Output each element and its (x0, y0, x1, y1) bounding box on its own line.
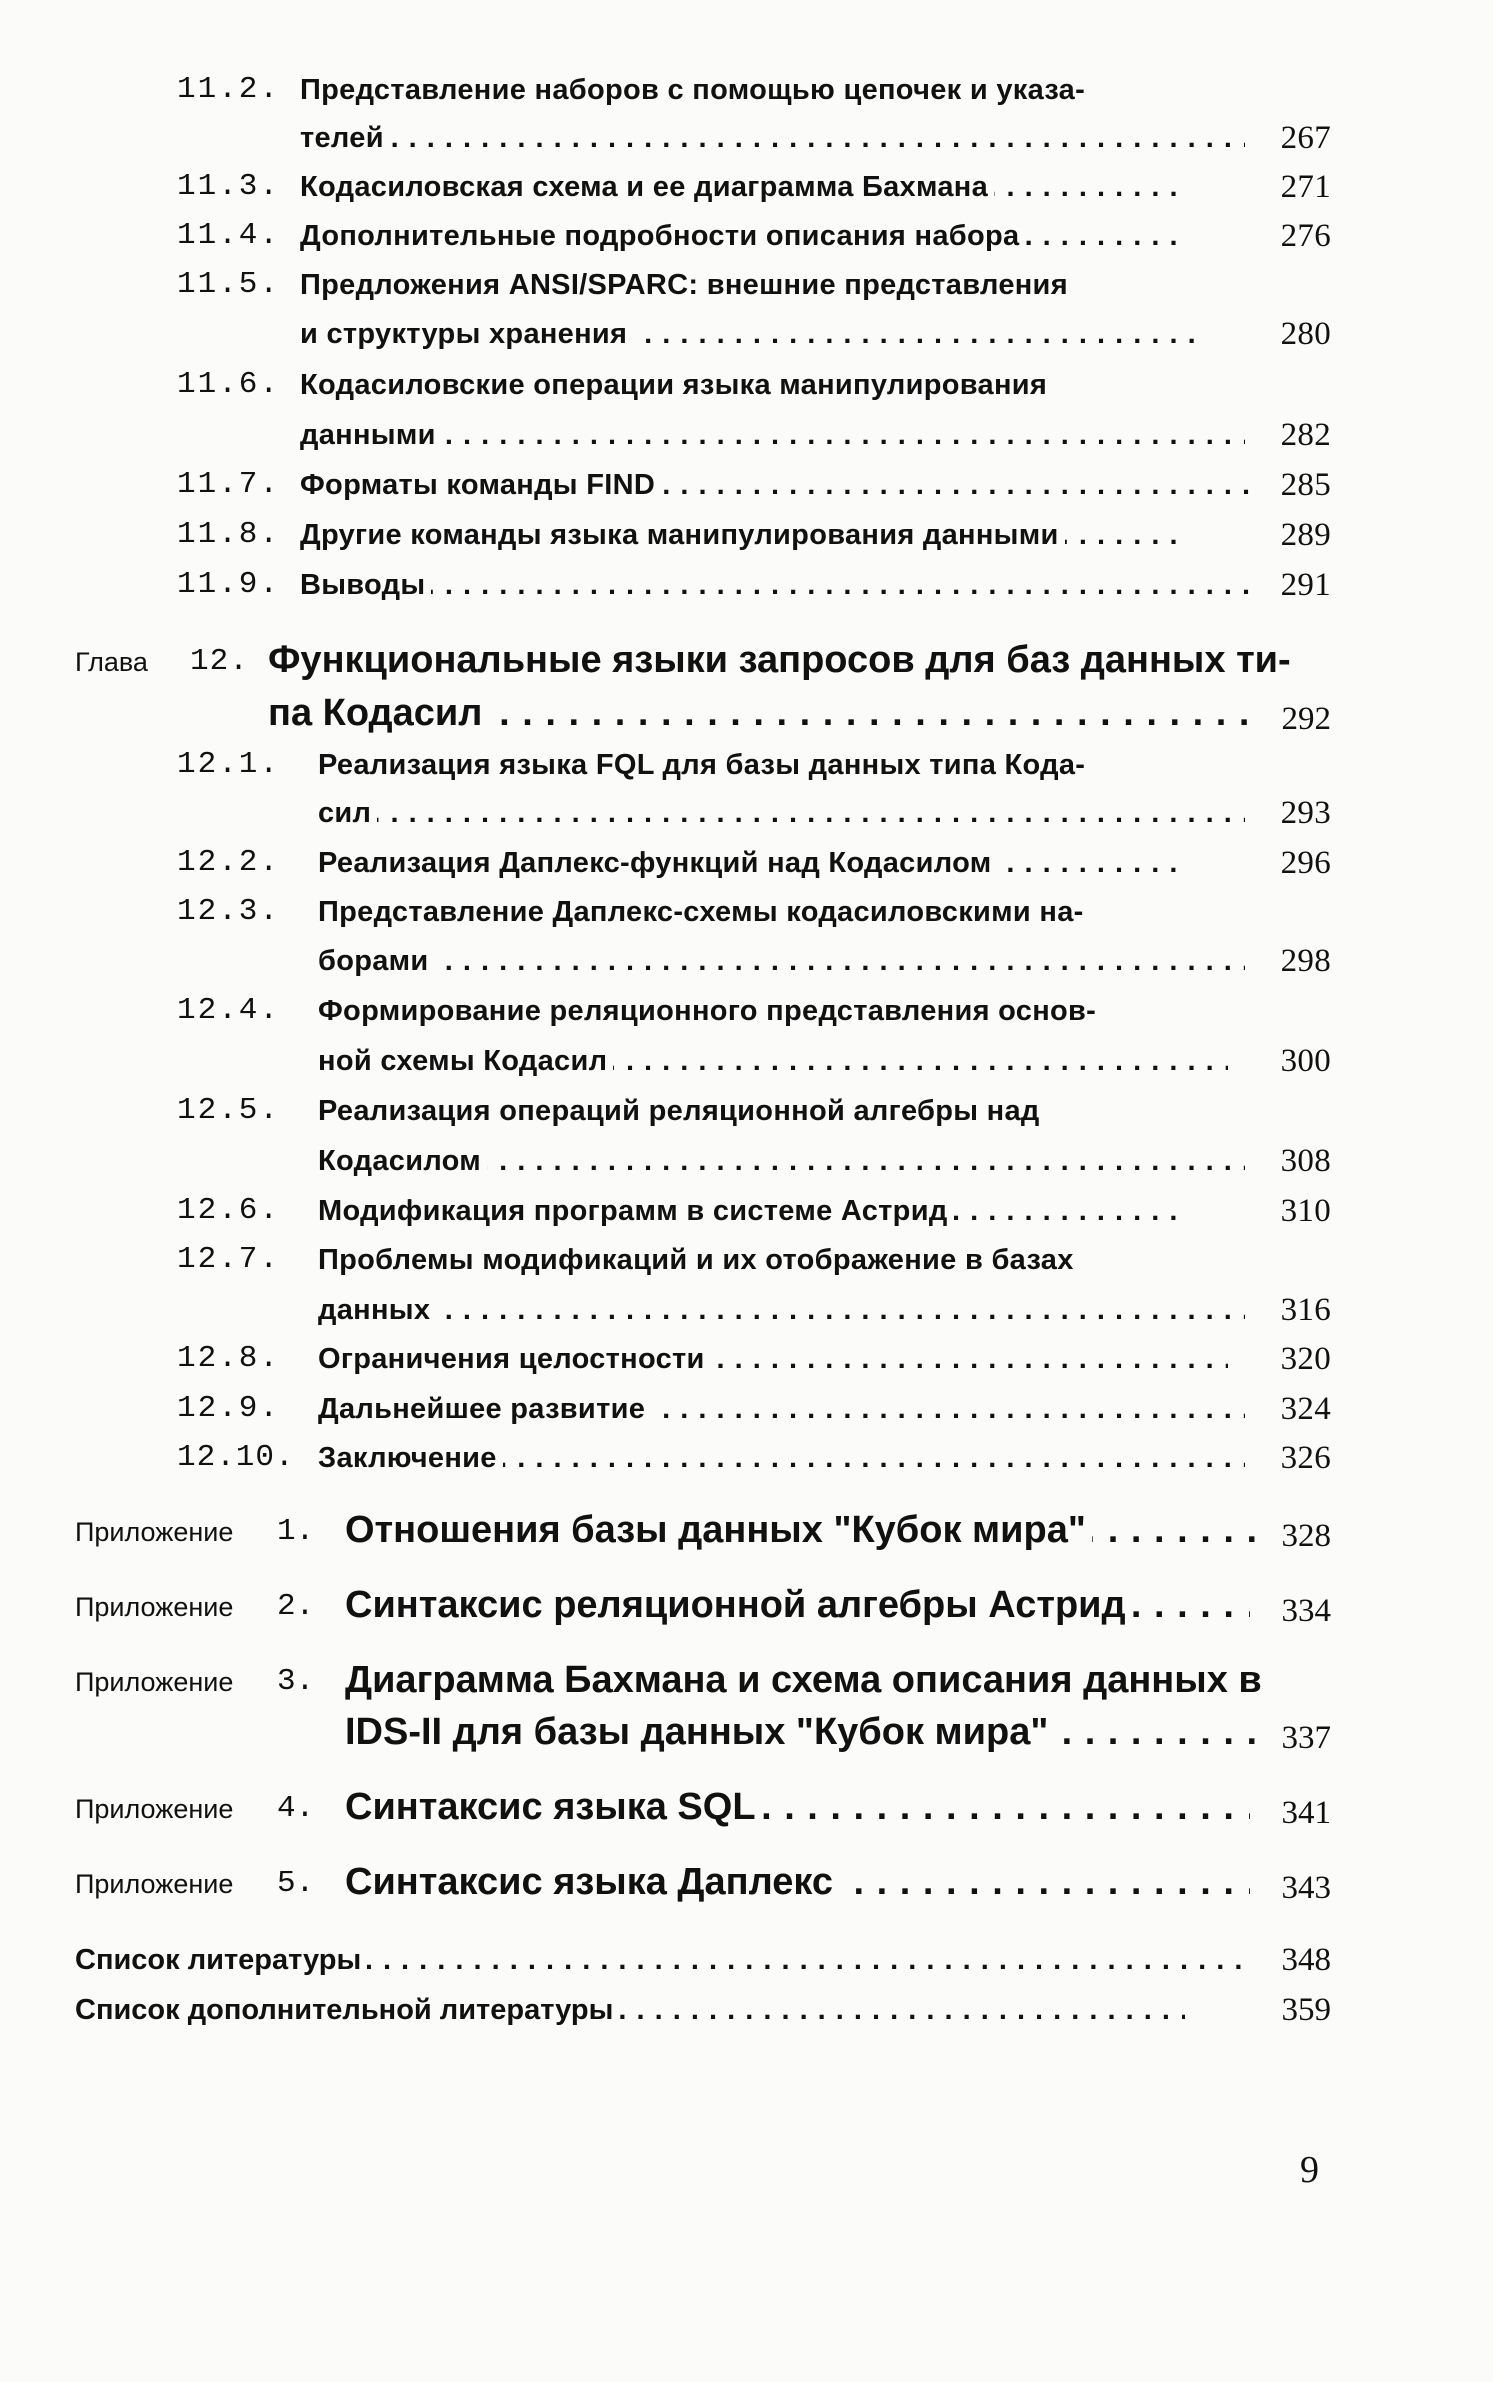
appendix-number: 5. (277, 1866, 315, 1901)
page-ref: 271 (1280, 169, 1331, 205)
page-ref: 343 (1281, 1870, 1331, 1906)
page-ref: 341 (1281, 1795, 1331, 1831)
section-title: Дополнительные подробности описания набора . . . (300, 211, 1180, 261)
page-ref: 359 (1281, 1992, 1331, 2028)
section-number: 11.5. (177, 267, 281, 302)
section-title: Другие команды языка манипулирования данными . . . (300, 510, 1180, 560)
section-number: 11.4. (177, 218, 281, 253)
section-number: 12.7. (177, 1242, 281, 1277)
page-ref: 328 (1281, 1518, 1331, 1554)
section-title-line-1: Реализация языка FQL для базы данных типа Кода- (318, 740, 1318, 790)
page-ref: 285 (1280, 467, 1331, 503)
section-title-line-1: Проблемы модификаций и их отображение в базах (318, 1235, 1318, 1285)
section-title-line-2: телей . . . (300, 113, 1245, 163)
section-title: Дальнейшее развитие . . . (318, 1384, 1245, 1434)
appendix-label: Приложение (75, 1667, 234, 1697)
appendix-title-line-1: Диаграмма Бахмана и схема описания данных в (345, 1659, 1262, 1701)
section-title-line-1: Формирование реляционного представления основ- (318, 986, 1318, 1036)
appendix-number: 2. (277, 1589, 315, 1624)
page-ref: 348 (1281, 1942, 1331, 1978)
section-title: Форматы команды FIND . . . (300, 460, 1250, 510)
section-number: 12.3. (177, 894, 281, 929)
page-ref: 296 (1280, 845, 1331, 881)
section-title-line-1: Представление Даплекс-схемы кодасиловскими на- (318, 887, 1318, 937)
chapter-label: Глава (75, 647, 148, 677)
page-ref: 334 (1281, 1593, 1331, 1629)
chapter-title-line-2: па Кодасил . . . (268, 683, 1248, 743)
section-number: 12.9. (177, 1391, 281, 1426)
section-title: Модификация программ в системе Астрид . . . (318, 1186, 1188, 1236)
appendix-title: Синтаксис реляционной алгебры Астрид . . . (345, 1575, 1250, 1635)
section-title-line-2: и структуры хранения . . . (300, 309, 1200, 359)
appendix-number: 4. (277, 1791, 315, 1826)
page-ref: 320 (1280, 1341, 1331, 1377)
page-number: 9 (1300, 2149, 1319, 2191)
section-number: 12.8. (177, 1341, 281, 1376)
page-ref: 293 (1280, 795, 1331, 831)
section-title-line-1: Предложения ANSI/SPARC: внешние представления (300, 260, 1300, 310)
page-ref: 316 (1280, 1292, 1331, 1328)
section-title: Кодасиловская схема и ее диаграмма Бахмана . . . (300, 162, 1180, 212)
page-ref: 308 (1280, 1143, 1331, 1179)
section-number: 11.9. (177, 567, 281, 602)
page-ref: 267 (1280, 120, 1331, 156)
page-ref: 326 (1280, 1440, 1331, 1476)
section-title-line-2: Кодасилом . . . (318, 1136, 1245, 1186)
appendix-title: Синтаксис языка Даплекс . . . (345, 1852, 1250, 1912)
section-number: 12.2. (177, 845, 281, 880)
page-ref: 298 (1280, 943, 1331, 979)
section-title-line-2: борами . . . (318, 936, 1245, 986)
page-ref: 324 (1280, 1391, 1331, 1427)
literature-title: Список литературы . . . (75, 1935, 1245, 1985)
section-number: 12.5. (177, 1093, 281, 1128)
section-number: 12.10. (177, 1440, 295, 1475)
page-ref: 282 (1280, 417, 1331, 453)
appendix-title: Синтаксис языка SQL . . . (345, 1777, 1250, 1837)
section-title-line-2: данных . . . (318, 1285, 1245, 1335)
section-number: 11.6. (177, 367, 281, 402)
section-title-line-2: сил . . . (318, 788, 1245, 838)
section-title: Выводы . . . (300, 560, 1250, 610)
section-number: 11.8. (177, 517, 281, 552)
chapter-title-line-1: Функциональные языки запросов для баз данных ти- (268, 639, 1291, 681)
section-number: 12.1. (177, 747, 281, 782)
appendix-title: Отношения базы данных "Кубок мира" . . . (345, 1500, 1270, 1560)
appendix-label: Приложение (75, 1517, 234, 1547)
appendix-number: 3. (277, 1664, 315, 1699)
appendix-label: Приложение (75, 1592, 234, 1622)
page-ref: 276 (1280, 218, 1331, 254)
section-number: 11.2. (177, 72, 281, 107)
appendix-number: 1. (277, 1514, 315, 1549)
appendix-title-line-2: IDS-II для базы данных "Кубок мира" . . . (345, 1702, 1270, 1762)
page-ref: 280 (1280, 316, 1331, 352)
page-ref: 310 (1280, 1193, 1331, 1229)
section-title: Ограничения целостности . . . (318, 1334, 1228, 1384)
section-title: Реализация Даплекс-функций над Кодасилом . . . (318, 838, 1188, 888)
page-ref: 291 (1280, 567, 1331, 603)
section-number: 11.3. (177, 169, 281, 204)
section-title: Заключение . . . (318, 1433, 1245, 1483)
section-title-line-1: Реализация операций реляционной алгебры над (318, 1086, 1318, 1136)
page-ref: 300 (1280, 1043, 1331, 1079)
section-title-line-1: Представление наборов с помощью цепочек и указа- (300, 65, 1300, 115)
section-title-line-2: ной схемы Кодасил . . . (318, 1036, 1228, 1086)
section-title-line-1: Кодасиловские операции языка манипулирования (300, 360, 1300, 410)
chapter-number: 12. (190, 644, 249, 679)
page-ref: 292 (1281, 701, 1331, 737)
page-ref: 289 (1280, 517, 1331, 553)
literature-title: Список дополнительной литературы . . . (75, 1985, 1185, 2035)
section-number: 12.4. (177, 993, 281, 1028)
page-ref: 337 (1281, 1720, 1331, 1756)
section-number: 11.7. (177, 467, 281, 502)
section-title-line-2: данными . . . (300, 410, 1245, 460)
appendix-label: Приложение (75, 1869, 234, 1899)
appendix-label: Приложение (75, 1794, 234, 1824)
section-number: 12.6. (177, 1193, 281, 1228)
